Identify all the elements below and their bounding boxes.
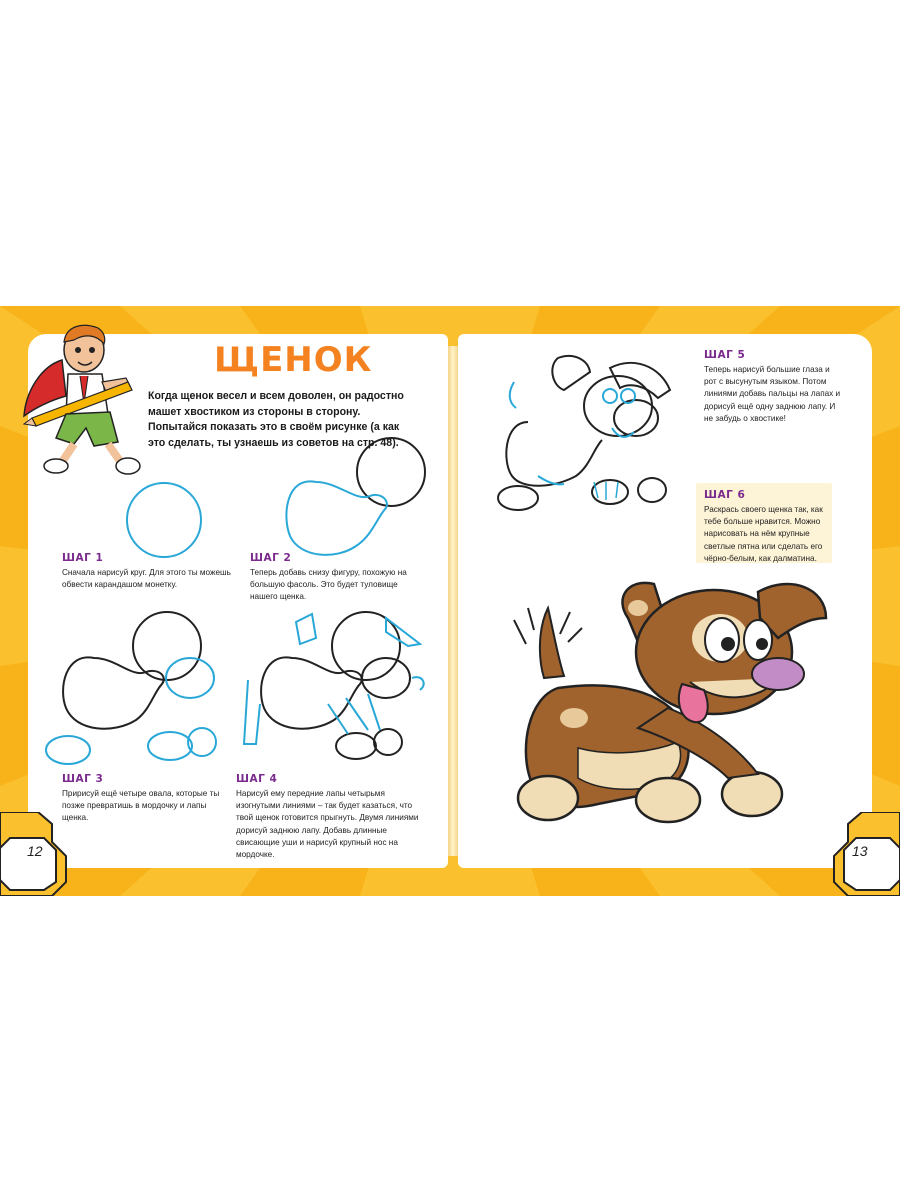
step-3-text: Пририсуй ещё четыре овала, которые ты позже превратишь в мордочку и лапы щенка. [62,789,220,823]
step-2-heading: ШАГ 2 [250,552,292,564]
step-1-drawing [118,476,218,566]
intro-text: Когда щенок весел и всем доволен, он радостно машет хвостиком из стороны в сторону. Попытайся показать это в своём рисунке (а как это сделать, ты узнаешь из советов на стр. 48). [148,390,404,449]
left-page-number: 12 [27,843,43,859]
step-5-drawing [494,352,680,520]
step-1-heading: ШАГ 1 [62,552,104,564]
step-4-heading: ШАГ 4 [236,773,278,785]
step-2-drawing [276,436,436,566]
page-title: ЩЕНОК [214,340,373,380]
step-5-heading: ШАГ 5 [704,349,746,361]
page-fold [448,346,458,856]
step-4-text: Нарисуй ему передние лапы четырьмя изогнутыми линиями – так будет казаться, что твой щенок готовится прыгнуть. Двумя линиями дорисуй заднюю лапу. Добавь длинные свисающие уши и нарисуй крупный нос на мордочке. [236,789,419,860]
step-6-heading: ШАГ 6 [704,489,746,501]
puppy-icon [508,578,830,838]
step-3-drawing [42,608,232,768]
step-4-drawing [236,604,436,764]
step-1-text: Сначала нарисуй круг. Для этого ты можешь обвести карандашом монетку. [62,568,231,590]
boy-with-pencil-and-cape-icon [22,320,148,480]
step-2-text: Теперь добавь снизу фигуру, похожую на большую фасоль. Это будет туловище нашего щенка. [250,568,407,602]
right-page-number: 13 [852,843,868,859]
step-5-text: Теперь нарисуй большие глаза и рот с высунутым языком. Потом линиями добавь пальцы на лапах и дорисуй ещё одну заднюю лапу. И не забудь о хвостике! [704,365,841,423]
step-6-text: Раскрась своего щенка так, как тебе больше нравится. Можно нарисовать на нём крупные светлые пятна или сделать его чёрно-белым, как далматина. [704,505,823,563]
step-3-heading: ШАГ 3 [62,773,104,785]
